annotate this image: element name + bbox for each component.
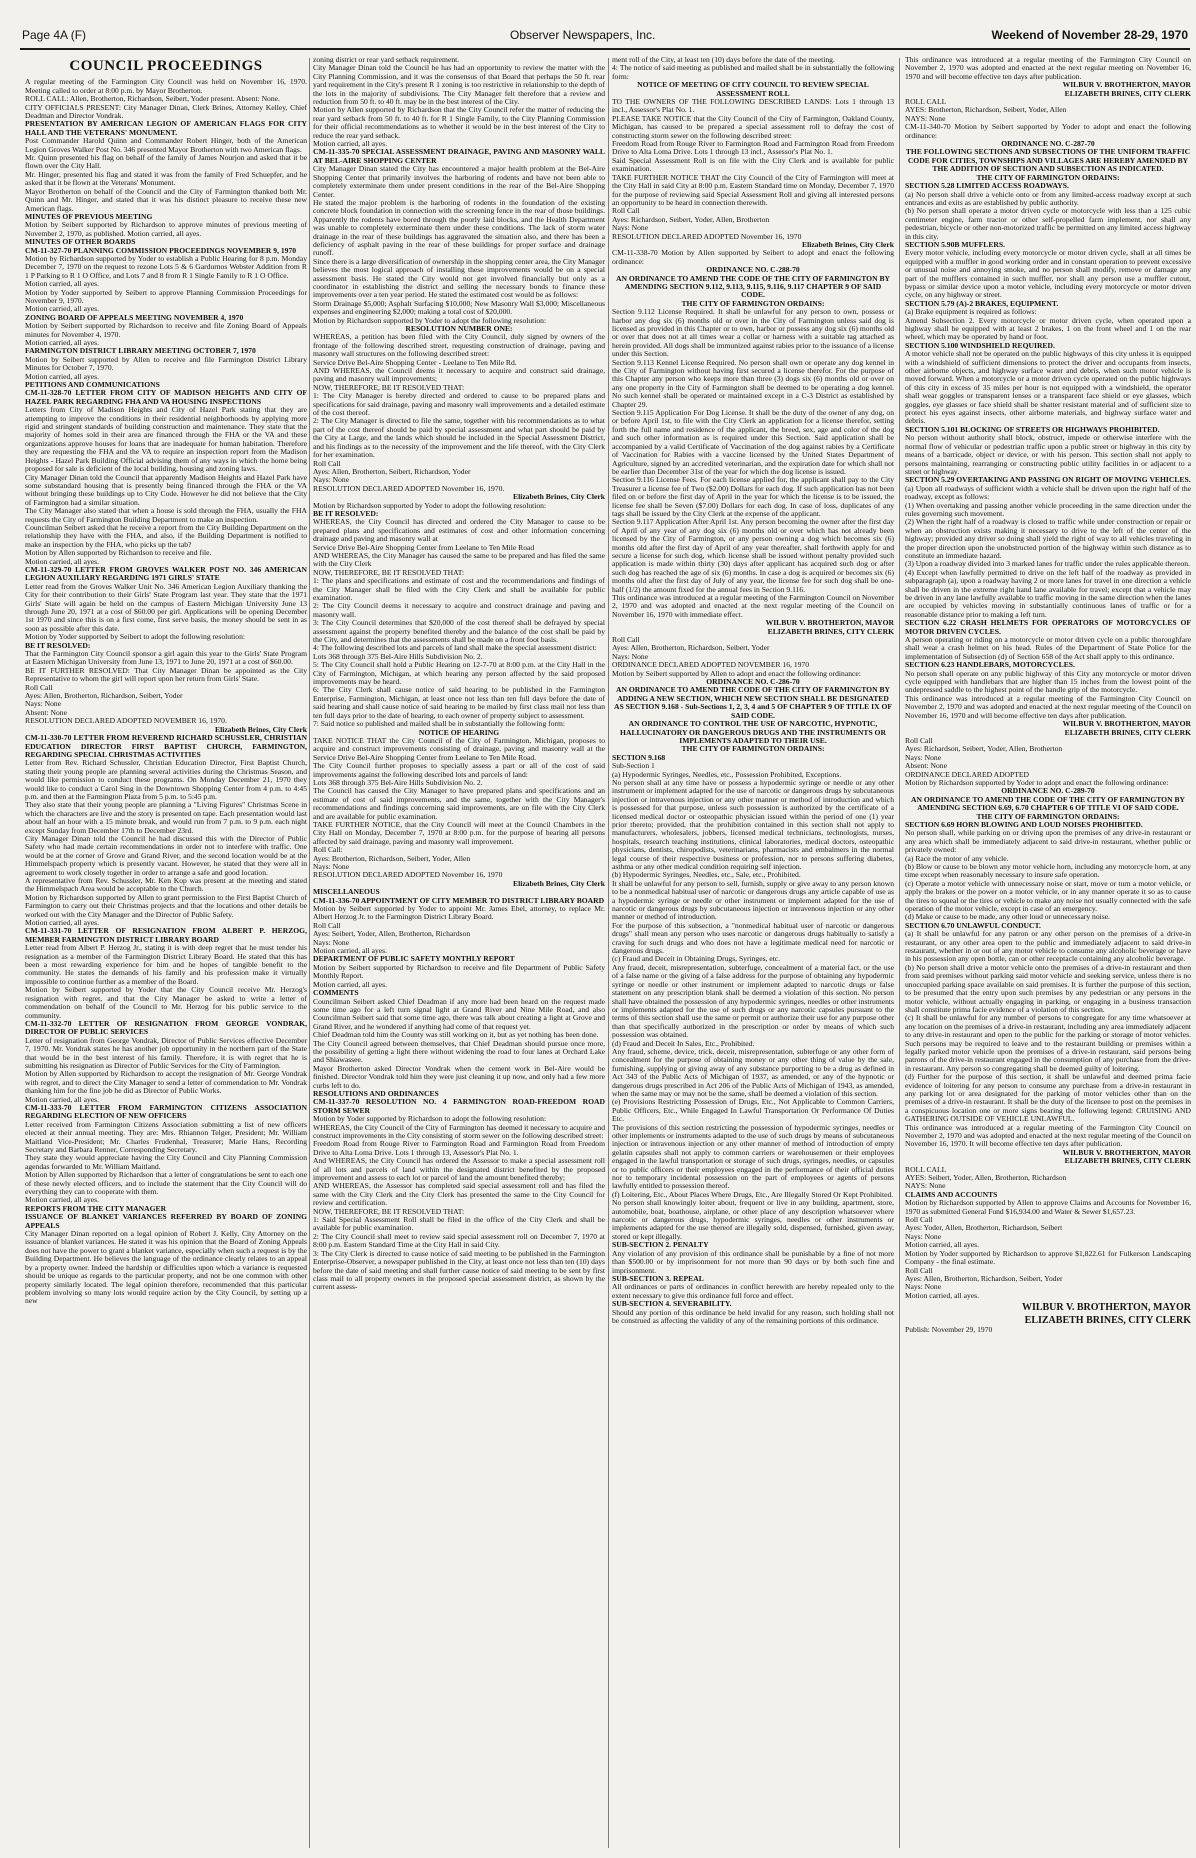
paragraph: Freedom Road from Rouge River to Farmington Road and Farmington Road from Freedom Drive to Alta Loma Drive. Lots 1 through 13 incl., Assessor's Plat No. 1. bbox=[612, 139, 894, 157]
paragraph: No person shall knowingly loiter about, frequent or live in any building, apartment, store, automobile, boat, boathouse, airplane, or other place of any description whatsoever where narcotic or dangerous drugs, hypodermic syringes, needles or other instruments or implements adapted for the use thereof are illegally sold, dispensed, furnished, given away, stored or kept illegally. bbox=[612, 1198, 894, 1241]
subheading: SECTION 6.22 CRASH HELMETS FOR OPERATORS OF MOTORCYCLES OF MOTOR DRIVEN CYCLES. bbox=[905, 618, 1191, 636]
centered-heading: THE CITY OF FARMINGTON ORDAINS: bbox=[976, 172, 1120, 182]
paragraph: 4: The following described lots and parcels of land shall make the special assessment district: bbox=[313, 643, 597, 653]
paragraph: Section 9.117 Application After April 1st. Any person becoming the owner after the first day of April of any year of any dog six (6) months old or over which has not already been licensed by the City of Farmington, or any person owning a dog which becomes six (6) months old after the first day of April of any year thereafter, shall forthwith apply for and secure a license for such dog, which license shall be issued without penalty provided such application is made within thirty (30) days after applicant has acquired such dog or after such dog has reached the age of six (6) months. In case a dog is acquired or becomes six (6) months old after the first day of July of any year, the license fee for such dog shall be one-half (1/2) the amount fixed for the annual fees in Section 9.116. bbox=[612, 517, 894, 594]
paragraph: Roll Call bbox=[905, 1215, 933, 1225]
section-title: COUNCIL PROCEEDINGS bbox=[69, 58, 263, 74]
paragraph: Roll Call bbox=[25, 682, 53, 692]
subheading: SECTION 5.100 WINDSHIELD REQUIRED. bbox=[905, 340, 1055, 350]
subheading: SECTION 5.90B MUFFLERS. bbox=[905, 239, 1005, 249]
paragraph: (c) It shall be unlawful for any number of persons to congregate for any time whatsoever at any location on the premises of a drive-in restaurant, including any area immediately adjacent to any drive-in restaurant and open to the public for the parking or storage of motor vehicles. Such persons may be required to leave and to the restaurant building or premises within a legally parked motor vehicle upon the premises of a drive-in restaurant, said persons being patrons of the drive-in restaurant engaged in the consumption of any purchase from the drive-in restaurant. Any person so congregating shall be deemed guilty of loitering. bbox=[905, 1013, 1191, 1073]
signature-line: Elizabeth Brines, City Clerk bbox=[513, 492, 605, 502]
subheading: SUB-SECTION 2. PENALTY bbox=[612, 1240, 709, 1250]
paragraph: Motion carried, all ayes. bbox=[25, 279, 100, 289]
paragraph: Letter read from Albert P. Herzog Jr., stating it is with deep regret that he must tender his resignation as a member of the Farmington District Library Board. He stated that this has been a most rewarding experience for him and he hopes of tangible benefit to the community. He states the demands of his family and his profession make it virtually impossible to continue further as a member of the Board. bbox=[25, 943, 307, 986]
paragraph: 7: Said notice so published and mailed shall be in substantially the following form: bbox=[313, 719, 566, 729]
paragraph: Freedom Road from Rouge River to Farmington Road and Farmington Road from Freedom Drive to Alta Loma Drive. Lots 1 through 13, Assessor's Plat No. 1. bbox=[313, 1139, 605, 1157]
paragraph: (b) No person shall operate a motor driven cycle or motorcycle with less than a 125 cubic centimeter engine, farm tractor or other self-propelled farm implement, nor shall any pedestrian, bicycle or other non-motorized traffic be permitted on any limited access highway in this city. bbox=[905, 206, 1191, 241]
paragraph: The City Council agreed between themselves, that Chief Deadman should pursue once more, the possibility of getting a light there without widening the road to four lanes at Orchard Lake and Shiawassee. bbox=[313, 1038, 605, 1065]
paragraph: (b) Hypodermic Syringes, Needles, etc., Sale, etc., Prohibited. bbox=[612, 870, 801, 880]
centered-heading: ORDINANCE NO. C-289-70 bbox=[1001, 786, 1095, 796]
subheading: REPORTS FROM THE CITY MANAGER bbox=[25, 1203, 167, 1213]
column-2-body bbox=[313, 56, 605, 1292]
paragraph: AYES: Seibert, Yoder, Allen, Brotherton, Richardson bbox=[905, 1173, 1067, 1183]
subheading: COMMENTS bbox=[313, 988, 359, 998]
paragraph: Motion by Allen supported by Richardson to receive and file. bbox=[25, 548, 212, 558]
centered-heading: THE CITY OF FARMINGTON ORDAINS: bbox=[681, 298, 825, 308]
paragraph: Ayes: Brotherton, Richardson, Seibert, Yoder, Allen bbox=[313, 853, 471, 863]
paragraph: ROLL CALL: Allen, Brotherton, Richardson, Seibert, Yoder present. Absent: None. bbox=[25, 94, 280, 104]
subheading: FARMINGTON DISTRICT LIBRARY MEETING OCTOBER 7, 1970 bbox=[25, 346, 256, 356]
paragraph: Motion carried, all ayes. bbox=[25, 556, 100, 566]
paragraph: Nays: None bbox=[612, 223, 649, 233]
paragraph: 5: The City Council shall hold a Public Hearing on 12-7-70 at 8:00 p.m. at the City Hall in the City of Farmington, Michigan, at which hearing any person affected by the said proposed improvements may be heard. bbox=[313, 660, 605, 687]
centered-heading: RESOLUTION NUMBER ONE: bbox=[405, 324, 513, 333]
signature-block: ELIZABETH BRINES, CITY CLERK bbox=[1024, 1315, 1191, 1327]
paragraph: Motion by Yoder supported by Richardson to approve $1,822.61 for Fulkerson Landscaping Company - the final estimate. bbox=[905, 1248, 1191, 1267]
paragraph: Ayes: Richardson, Seibert, Yoder, Allen, Brotherton bbox=[905, 744, 1063, 754]
paragraph: Motion carried, all ayes. bbox=[313, 979, 388, 989]
paragraph: ORDINANCE DECLARED ADOPTED bbox=[905, 769, 1030, 779]
paragraph: (d) Make or cause to be made, any other loud or unnecessary noise. bbox=[905, 912, 1110, 922]
paragraph: Motion by Richardson supported by Yoder to adopt the following resolution: bbox=[313, 500, 547, 510]
paragraph: City Manager Dinan told the Council he has had an opportunity to review the matter with the City Planning Commission, and it was the consensus of that Board that perhaps the 50 ft. rear yard requirement in the City's present R 1 zoning is too restrictive in relationship to the depth of the lots in the majority of subdivisions. The City Manager felt therefore that a review and reduction from 50 ft. to 40 ft. may be in the best interest of the City. bbox=[313, 63, 605, 107]
subheading: PETITIONS AND COMMUNICATIONS bbox=[25, 380, 160, 390]
paragraph: Publish: November 29, 1970 bbox=[905, 1325, 993, 1335]
subheading: SECTION 6.23 HANDLEBARS, MOTORCYCLES. bbox=[905, 660, 1075, 670]
paragraph: Letter received from Farmington Citizens Association submitting a list of new officers elected at their annual meeting. They are: Mrs. Rhiannon Telger, President; Mr. William Maitland Vice-President; Mr. Charles Frudenhal, Treasurer; Marie Hans, Recording Secretary and Barbara Renner, Corresponding Secretary. bbox=[25, 1119, 307, 1154]
paragraph: Roll Call bbox=[313, 458, 341, 468]
paragraph: Nays: None bbox=[313, 862, 350, 871]
paragraph: Roll Call bbox=[612, 206, 640, 216]
paragraph: Motion carried, all ayes. bbox=[25, 1094, 100, 1104]
paragraph: Roll Call bbox=[905, 1265, 933, 1275]
paragraph: Motion by Seibert supported by Allen to receive and file Farmington District Library Minutes for October 7, 1970. bbox=[25, 354, 307, 373]
paragraph: Motion by Seibert supported by Allen to adopt and enact the following ordinance: bbox=[612, 668, 861, 678]
paragraph: (d) Further for the purpose of this section, it shall be unlawful and deemed prima facie evidence of loitering for any person to consume any purchase from a drive-in restaurant in any parking lot or area designated for the parking of motor vehicles other than on the premises of a drive-in restaurant. It shall be the duty of the licensee to post on the premises in a conspicuous location one or more signs bearing the following legend: CRUISING AND GATHERING OUTSIDE OF VEHICLE UNLAWFUL. bbox=[905, 1072, 1191, 1124]
signature-line: Elizabeth Brines, City Clerk bbox=[513, 878, 605, 888]
paragraph: Motion by Allen supported by Richardson that the City Council refer the matter of reducing the rear yard setback from 50 ft. to 40 ft. for R 1 Single Family, to the City Planning Commission for their official recommendations as to whether it would be in the best interest of the City to reduce the rear yard setback. bbox=[313, 105, 605, 140]
issue-date: Weekend of November 28-29, 1970 bbox=[991, 28, 1188, 42]
subheading: CLAIMS AND ACCOUNTS bbox=[905, 1189, 998, 1199]
paragraph: Motion by Richardson supported by Yoder to adopt the following resolution: bbox=[313, 315, 547, 325]
signature-line: WILBUR V. BROTHERTON, MAYOR bbox=[1062, 1147, 1191, 1157]
centered-heading: NOTICE OF HEARING bbox=[418, 727, 500, 737]
paragraph: Motion by Richardson supported by Yoder to establish a Public Hearing for 8 p.m. Monday December 7, 1970 on the request to rezone Lots 5 & 6 Gardurnos Webster Addition from R 1 P Parking to R 1 O Office, and Lots 7 and 8 from R 1 Single Family to R 1 O Office. bbox=[25, 253, 307, 280]
paragraph: Any violation of any provision of this ordinance shall be punishable by a fine of not more than $500.00 or by imprisonment for not more than 90 days or by both such fine and imprisonment. bbox=[612, 1248, 894, 1275]
paragraph: City Manager Dinan told the Council that apparently Madison Heights and Hazel Park have some substandard housing that is presently being financed through the FHA or the VA without bringing these buildings up to City Code. However he did not believe that the City of Farmington had a similar situation. bbox=[25, 472, 307, 507]
paragraph: WHEREAS, the City Council of the City of Farmington has deemed it necessary to acquire and construct improvements in the City consisting of storm sewer on the following described street: bbox=[313, 1122, 605, 1140]
paragraph: Motion by Seibert supported by Richardson to receive and file Zoning Board of Appeals minutes for November 4, 1970. bbox=[25, 321, 307, 339]
paragraph: Motion by Yoder supported by Richardson to adopt the following resolution: bbox=[313, 1114, 547, 1124]
centered-heading: ORDINANCE NO. C-288-70 bbox=[706, 265, 800, 275]
subheading: SECTION 5.79 (A)-2 BRAKES, EQUIPMENT. bbox=[905, 298, 1059, 308]
paragraph: Motion by Seibert supported by Richardson to receive and file Department of Public Safety Monthly Report. bbox=[313, 962, 605, 981]
paragraph: This ordinance was introduced at a regular meeting of the Farmington City Council on November 2, 1970 and was adopted and enacted at the next regular meeting of the Council on November 16, 1970. It will become effective ten days after publication. bbox=[905, 1122, 1191, 1149]
signature-block: WILBUR V. BROTHERTON, MAYOR bbox=[1021, 1302, 1191, 1314]
paragraph: Letters from City of Madison Heights and City of Hazel Park stating that they are attempting to improve the conditions in their residential neighborhoods by applying more rigid and stringent standards of building construction and maintenance. They state that the majority of homes sold in their area are financed through the FHA or the VA and these organizations approve houses for loans that are inadequate for human habitation. Therefore they are requesting the FHA and the VA to require an inspection report from the Madison Heights - Hazel Park Building Official advising them of any ways in which the home being proposed for sale is deficient of the local building, housing and zoning laws. bbox=[25, 405, 307, 474]
paragraph: TAKE FURTHER NOTICE THAT the City Council of the City of Farmington will meet at the City Hall in said City at 8:00 p.m. Eastern Standard time on Monday, December 7, 1970 for the purpose of reviewing said Special Assessment Roll and giving all interested persons an opportunity to be heard in connection therewith. bbox=[612, 172, 894, 207]
centered-heading: AN ORDINANCE TO AMEND THE CODE OF THE CITY OF FARMINGTON BY AMENDING SECTION 6.69, 6.70 CHAPTER 6 OF TITLE VI OF SAID CODE. bbox=[910, 794, 1186, 813]
paragraph: Post Commander Harold Quinn and Commander Robert Hinger, both of the American Legion Groves Walker Post No. 346 presented Mayor Brotherton with two American flags. bbox=[25, 136, 307, 154]
paragraph: Roll Call bbox=[905, 735, 933, 745]
column-3-body bbox=[612, 56, 894, 1325]
subheading: MINUTES OF OTHER BOARDS bbox=[25, 237, 136, 247]
paragraph: NOW, THEREFORE, BE IT RESOLVED THAT: bbox=[313, 1206, 465, 1216]
paragraph: Lots 368 through 375 Bel-Aire Hills Subdivision No. 2. bbox=[313, 777, 483, 787]
paragraph: (b) Blow or cause to be blown any motor vehicle horn, including any motorcycle horn, at any time except when reasonably necessary to insure safe operation. bbox=[905, 862, 1191, 880]
paragraph: ROLL CALL bbox=[905, 1164, 947, 1174]
paragraph: AND WHEREAS, the Assessor has completed said special assessment roll and has filed the same with the City Clerk and the City Clerk has presented the same to the City Council for review and certification. bbox=[313, 1181, 605, 1208]
centered-heading: AN ORDINANCE TO CONTROL THE USE OF NARCOTIC, HYPNOTIC, HALLUCINATORY OR DANGEROUS DRUGS AND THE INSTRUMENTS OR IMPLEMENTS ADAPTED TO THEIR USE. bbox=[620, 719, 886, 745]
paragraph: Motion by Allen supported by Richardson that a letter of congratulations be sent to each one of these newly elected officers, and to include the statement that the City Council will do everything they can to cooperate with them. bbox=[25, 1170, 307, 1197]
paragraph: Motion carried, all ayes. bbox=[313, 139, 388, 149]
paragraph: Sub-Section 1 bbox=[612, 761, 655, 771]
subheading: CM-11-330-70 LETTER FROM REVEREND RICHARD SCHUSSLER, CHRISTIAN EDUCATION DIRECTOR FIRST BAPTIST CHURCH, FARMINGTON, REGARDING SPECIAL CHRISTMAS ACTIVITIES bbox=[25, 733, 307, 759]
subheading: PRESENTATION BY AMERICAN LEGION OF AMERICAN FLAGS FOR CITY HALL AND THE VETERANS' MONUMENT. bbox=[25, 119, 307, 137]
paragraph: zoning district or rear yard setback requirement. bbox=[313, 56, 460, 64]
paragraph: ment roll of the City, at least ten (10) days before the date of the meeting. bbox=[612, 56, 835, 64]
paragraph: Ayes: Allen, Brotherton, Seibert, Richardson, Yoder bbox=[313, 466, 471, 476]
subheading: SECTION 9.168 bbox=[612, 752, 666, 762]
paragraph: Nays: None bbox=[905, 1231, 942, 1241]
paragraph: Motion carried, all ayes. bbox=[25, 371, 100, 381]
signature-line: Elizabeth Brines, City Clerk bbox=[215, 724, 307, 734]
paragraph: City Manager Dinan told the Council he had discussed this with the Director of Public Safety who had made certain recommendations in order not to interfere with traffic. One would be at the corner of Grove and Grand River, and the second location would be at the Himmelspach property which is presently vacant. However, he stated that they were all in agreement to work closely together in order to arrange a safe and good location. bbox=[25, 833, 307, 877]
paragraph: Motion by Richardson supported by Yoder to adopt and enact the following ordinance: bbox=[905, 777, 1169, 787]
publisher-name: Observer Newspapers, Inc. bbox=[510, 28, 656, 42]
paragraph: They also state that their young people are planning a "Living Figures" Christmas Scene in which the characters are live and the story is presented on tape. Each presentation would last about half an hour with a 15 minute break, and would run from 7 p.m. to 9 p.m. each night except Sunday from December 17th to December 23rd. bbox=[25, 800, 307, 835]
paragraph: (4) Except when lawfully permitted to drive on the left half of the roadway as provided in subparagraph (a), upon a roadway having 2 or more lanes for travel in one direction a vehicle shall be driven in the extreme right hand lane available for travel; except that a vehicle may be driven in any lane lawfully available to traffic moving in the same direction when the lanes are occupied by vehicles moving in substantially continuous lanes of traffic or for a reasonable distance prior to making a left turn. bbox=[905, 567, 1191, 619]
paragraph: RESOLUTION DECLARED ADOPTED NOVEMBER 16, 1970. bbox=[25, 716, 227, 726]
signature-line: ELIZABETH BRINES, CITY CLERK bbox=[1064, 727, 1191, 737]
signature-line: WILBUR V. BROTHERTON, MAYOR bbox=[1062, 80, 1191, 90]
paragraph: Should any portion of this ordinance be held invalid for any reason, such holding shall not be construed as affecting the validity of any of the remaining portions of this ordinance. bbox=[612, 1307, 894, 1325]
paragraph: 4: The notice of said meeting as published and mailed shall be in substantially the following form: bbox=[612, 63, 894, 81]
paragraph: All ordinances or parts of ordinances in conflict herewith are hereby repealed only to the extent necessary to give this ordinance full force and effect. bbox=[612, 1282, 894, 1300]
paragraph: Motion by Yoder supported by Seibert to approve Planning Commission Proceedings for November 9, 1970. bbox=[25, 287, 307, 305]
paragraph: Roll Call bbox=[313, 920, 341, 930]
paragraph: Motion carried, all ayes. bbox=[313, 946, 388, 956]
paragraph: The City Council further proposes to specially assess a part or all of the cost of said improvements against the following described lots and parcels of land: bbox=[313, 761, 605, 779]
subheading: CM-11-332-70 LETTER OF RESIGNATION FROM GEORGE VONDRAK, DIRECTOR OF PUBLIC SERVICES bbox=[25, 1018, 307, 1037]
paragraph: NAYS: None bbox=[905, 113, 946, 123]
paragraph: No person shall, while parking on or driving upon the premises of any drive-in restaurant or any area which shall be immediately adjacent to said drive-in restaurant, whether public or privately owned: bbox=[905, 828, 1191, 855]
centered-heading: NOTICE OF MEETING OF CITY COUNCIL TO REVIEW SPECIAL ASSESSMENT ROLL bbox=[637, 80, 869, 98]
paragraph: (d) Fraud and Deceit In Sales, Etc., Prohibited. bbox=[612, 1038, 755, 1048]
column-1 bbox=[25, 56, 307, 1852]
column-divider bbox=[899, 58, 900, 1848]
paragraph: (1) When overtaking and passing another vehicle proceeding in the same direction under the rules governing such movement. bbox=[905, 500, 1191, 518]
column-1-body bbox=[25, 78, 307, 1305]
paragraph: CM-11-338-70 Motion by Allen supported by Seibert to adopt and enact the following ordinance: bbox=[612, 248, 894, 266]
paragraph: No person without authority shall block, obstruct, impede or otherwise interfere with the normal flow of vehicular or pedestrian traffic upon a public street or highway in this city by means of a barricade, object or device, or with his person. This section shall not apply to persons maintaining, rearranging or constructing public utility facilities in or adjacent to a street or highway. bbox=[905, 433, 1191, 476]
paragraph: Storm Drainage $5,000; Asphalt Surfacing $10,000; New Masonry Wall $3,000; Miscellaneous expenses and engineering $2,000; making a total cost of $20,000. bbox=[313, 298, 605, 317]
paragraph: Every motor vehicle, including every motorcycle or motor driven cycle, shall at all times be equipped with a muffler in good working order and in constant operation to prevent excessive or unusual noise and annoying smoke, and no person shall modify, remove or damage any part of the mufflers contained in such muffler, nor shall any person use a muffler cutout, bypass or similar device upon a motor vehicle, including every motorcycle or motor driven cycle, on any highway or street. bbox=[905, 248, 1191, 300]
paragraph: WHEREAS, the City Council has directed and ordered the City Manager to cause to be prepared plans and specifications and estimates of cost and other information concerning drainage and paving and masonry wall at bbox=[313, 517, 605, 544]
subheading: CM-11-333-70 LETTER FROM FARMINGTON CITIZENS ASSOCIATION REGARDING ELECTION OF NEW OFFICERS bbox=[25, 1102, 307, 1121]
paragraph: Nays: None bbox=[612, 651, 649, 661]
paragraph: Said Special Assessment Roll is on file with the City Clerk and is available for public examination. bbox=[612, 155, 894, 174]
subheading: MINUTES OF PREVIOUS MEETING bbox=[25, 211, 153, 221]
paragraph: TO THE OWNERS OF THE FOLLOWING DESCRIBED LANDS: Lots 1 through 13 incl., Assessor's Plat No. 1. bbox=[612, 97, 894, 115]
paragraph: (2) When the right half of a roadway is closed to traffic while under construction or repair or when an obstruction exists making it necessary to drive to the left of the center of the highway; provided any driver so doing shall yield the right of way to all vehicles traveling in the proper direction upon the unobstructed portion of the highway within such distance as to constitute an immediate hazard. bbox=[905, 517, 1191, 560]
paragraph: Motion by Seibert supported by Richardson to approve minutes of previous meeting of November 2, 1970, as published. Motion carried, all ayes. bbox=[25, 220, 307, 238]
paragraph: AND WHEREAS, the City Manager has caused the same to be prepared and has filed the same with the City Clerk bbox=[313, 550, 605, 569]
signature-line: WILBUR V. BROTHERTON, MAYOR bbox=[765, 618, 894, 628]
paragraph: PLEASE TAKE NOTICE that the City Council of the City of Farmington, Oakland County, Michigan, has caused to be prepared a special assessment roll to defray the cost of constructing storm sewer on the following described street: bbox=[612, 113, 894, 140]
paragraph: City Manager Dinan reported on a legal opinion of Robert J. Kelly, City Attorney on the issuance of blanket variances. He stated it was his opinion that the Board of Zoning Appeals does not have the power to grant a blanket variance, especially when such a request is by the Building Department. He believes the language of the ordinance clearly relates to an appeal by a property owner. Indeed the hardship or difficulties upon which a variance is requested should be unique as regards to the particular property, and not be one common with other property similarly located. The legal opinion therefore, recommended that this particular problem involving so many lots would require action by the City Council, by setting up a new bbox=[25, 1229, 307, 1306]
paragraph: And WHEREAS, the City Council has ordered the Assessor to make a special assessment roll of all lots and parcels of land within the designated district benefited by the proposed improvement and assess to each lot or parcel of land the amount benefited thereby; bbox=[313, 1156, 605, 1183]
paragraph: Motion by Yoder supported by Seibert to adopt the following resolution: bbox=[25, 632, 245, 642]
subheading: CM-11-337-70 RESOLUTION NO. 4 FARMINGTON ROAD-FREEDOM ROAD STORM SEWER bbox=[313, 1097, 605, 1115]
paragraph: 2: The City Manager is directed to file the same, together with his recommendations as to what part of the cost thereof should be paid by special assessment and what part should be paid by the City at Large, and the lands which should be included in the Special Assessment District, and his findings as to the necessity of the improvement and the life thereof, with the City Clerk for her examination. bbox=[313, 416, 605, 460]
column-4 bbox=[905, 56, 1191, 1852]
centered-heading: THE FOLLOWING SECTIONS AND SUBSECTIONS OF THE UNIFORM TRAFFIC CODE FOR CITIES, TOWNSHIPS AND VILLAGES ARE HEREBY AMENDED BY THE ADDITION OF SECTION AND SUBSECTION AS INDICATED. bbox=[905, 147, 1191, 174]
paragraph: AND WHEREAS, the Council deems it necessary to acquire and construct said drainage, paving and masonry wall improvements; bbox=[313, 366, 605, 384]
paragraph: AYES: Brotherton, Richardson, Seibert, Yoder, Allen bbox=[905, 105, 1067, 115]
subheading: SUB-SECTION 3. REPEAL bbox=[612, 1273, 704, 1283]
paragraph: Ayes: Yoder, Allen, Brotherton, Richardson, Seibert bbox=[905, 1223, 1063, 1233]
paragraph: The Council has caused the City Manager to have prepared plans and specifications and an estimate of cost of said improvements, and the same, together with the City Manager's recommendations and findings concerning said improvements, are on file with the City Clerk and are available for public examination. bbox=[313, 786, 605, 821]
paragraph: Any fraud, deceit, misrepresentation, subterfuge, concealment of a material fact, or the use of a false name or the giving of a false address for the purpose of obtaining any hypodermic syringe or needle or other instrument or implement adapted to narcotic drugs or false statement on any prescription blank shall be deemed a violation of this section. No person shall have obtained the possession of any hypodermic syringes, needles or other instruments or implements adapted for the use of such drugs or any narcotic capsules pursuant to the terms of this section shall use the same or permit or authorize their use for any purpose other than that specifically authorized in the prescription or order by means of which such possession was obtained. bbox=[612, 962, 894, 1040]
paragraph: Nays: None bbox=[905, 752, 942, 762]
subheading: BE IT RESOLVED: bbox=[25, 640, 91, 650]
subheading: SUB-SECTION 4. SEVERABILITY. bbox=[612, 1299, 732, 1309]
subheading: ISSUANCE OF BLANKET VARIANCES REFERRED BY BOARD OF ZONING APPEALS bbox=[25, 1212, 307, 1230]
subheading: BE IT RESOLVED: bbox=[313, 508, 379, 518]
paragraph: Motion carried, all ayes. bbox=[905, 1290, 980, 1300]
paragraph: 1: The City Manager is hereby directed and ordered to cause to be prepared plans and specifications for said drainage, paving and masonry wall improvements and a detailed estimate of the cost thereof. bbox=[313, 391, 605, 418]
subheading: CM-11-329-70 LETTER FROM GROVES WALKER POST NO. 346 AMERICAN LEGION AUXILIARY REGARDING 1971 GIRLS' STATE bbox=[25, 564, 307, 583]
centered-heading: AN ORDINANCE TO AMEND THE CODE OF THE CITY OF FARMINGTON BY AMENDING SECTION 9.112, 9.113, 9.115, 9.116, 9.117 CHAPTER 9 OF SAID CODE. bbox=[615, 273, 891, 300]
paragraph: (a) Race the motor of any vehicle. bbox=[905, 853, 1009, 863]
paragraph: Nays: None bbox=[313, 937, 350, 947]
centered-heading: ORDINANCE NO. C-286-70 bbox=[706, 677, 800, 687]
paragraph: Councilman Seibert asked that he receive a report from the City Building Department on the relationship they have with the FHA, and also, if the Building Department is notified to make an inspection by the FHA, who picks up the tab? bbox=[25, 522, 307, 549]
paragraph: WHEREAS, a petition has been filed with the City Council, duly signed by owners of the frontage of the following described street, requesting construction of drainage, paving and masonry wall structures on the following described street: bbox=[313, 332, 605, 359]
paragraph: Roll Call bbox=[612, 635, 640, 645]
paragraph: A person operating or riding on a motorcycle or motor driven cycle on a public thoroughfare shall wear a crash helmet on his head. Rules of the Department of State Police for the implementation of Subsection (d) of Section 658 of the Act shall apply to this ordinance. bbox=[905, 635, 1191, 661]
signature-line: ELIZABETH BRINES, CITY CLERK bbox=[1064, 88, 1191, 98]
subheading: SECTION 6.70 UNLAWFUL CONDUCT. bbox=[905, 920, 1041, 930]
paragraph: 3: The City Clerk is directed to cause notice of said meeting to be published in the Farmington Enterprise-Observer, a newspaper published in the City, at least once not less than ten (10) days before the date of said meeting and shall further cause notice of said meeting to be sent by first class mail to all property owners in the proposed special assessment district, as shown by the current assess- bbox=[313, 1248, 605, 1292]
subheading: CM-11-335-70 SPECIAL ASSESSMENT DRAINAGE, PAVING AND MASONRY WALL AT BEL-AIRE SHOPPING CENTER bbox=[313, 147, 605, 165]
paragraph: Motion by Seibert supported by Yoder that the City Council receive Mr. Herzog's resignation with regret, and that the City Manager be asked to write a letter of commendation on behalf of the Council to Mr. Herzog for his public service to the community. bbox=[25, 985, 307, 1020]
paragraph: He stated the major problem is the harboring of rodents in the foundation of the existing concrete block foundation in connection with the screening fence in the rear of those buildings. Apparently the rodents have bored through the poorly laid blocks, and the Health Department was unable to completely exterminate them under these conditions. The lack of storm water drainage in the rear of these buildings has aggravated the situation also, and there has been a deficiency of asphalt paving in the rear of these buildings for proper surface and drainage runoff. bbox=[313, 197, 605, 258]
column-2 bbox=[313, 56, 605, 1852]
subheading: MISCELLANEOUS bbox=[313, 887, 380, 897]
paragraph: (c) Operate a motor vehicle with unnecessary noise or start, move or turn a motor vehicle, or apply the brakes or the power on a motor vehicle, or in any manner operate it so as to cause the tires to squeal or the tires or vehicle to make any noise not usually connected with the safe operation of the motor vehicle, except in case of an emergency. bbox=[905, 878, 1191, 914]
paragraph: Roll Call: bbox=[313, 845, 343, 855]
signature-line: ELIZABETH BRINES, CITY CLERK bbox=[1064, 1156, 1191, 1166]
paragraph: NOW, THEREFORE, BE IT RESOLVED THAT: bbox=[313, 567, 465, 577]
paragraph: A representative from Rev. Schussler, Mr. Ken Kop was present at the meeting and stated the Himmelspach Area would be acceptable to the Church. bbox=[25, 876, 307, 894]
paragraph: 6: The City Clerk shall cause notice of said hearing to be published in the Farmington Enterprise, Farmington, Michigan, at least once not less than ten full days before the date of said hearing and shall cause notice of said hearing to be mailed by first class mail not less than ten full days prior to the date of hearing, to each owner of property subject to assessment. bbox=[313, 685, 605, 720]
subheading: SECTION 5.28 LIMITED ACCESS ROADWAYS. bbox=[905, 181, 1069, 191]
subheading: CM-11-327-70 PLANNING COMMISSION PROCEEDINGS NOVEMBER 9, 1970 bbox=[25, 245, 297, 255]
paragraph: (f) Loitering, Etc., About Places Where Drugs, Etc., Are Illegally Stored Or Kept Prohibited. bbox=[612, 1189, 894, 1199]
paragraph: Mr. Hinger, presented his flag and stated it was from the family of Fred Schuepfer, and he asked that it be flown at the Veterans' Monument. bbox=[25, 169, 307, 188]
subheading: SECTION 6.69 HORN BLOWING AND LOUD NOISES PROHIBITED. bbox=[905, 819, 1143, 829]
paragraph: 1: Said Special Assessment Roll shall be filed in the office of the City Clerk and shall be available for public examination. bbox=[313, 1215, 605, 1233]
paragraph: No person shall operate on any public highway of this City any motorcycle or motor driven cycle equipped with handlebars that are higher than 15 inches from the lowest point of the undepressed saddle to the highest point of the handle grip of the motorcycle. bbox=[905, 668, 1191, 695]
subheading: DEPARTMENT OF PUBLIC SAFETY MONTHLY REPORT bbox=[313, 954, 515, 964]
paragraph: (a) Upon all roadways of sufficient width a vehicle shall be driven upon the right half of the roadway, except as follows: bbox=[905, 483, 1191, 502]
paragraph: ROLL CALL bbox=[905, 97, 947, 107]
paragraph: Ayes: Allen, Brotherton, Richardson, Seibert, Yoder bbox=[612, 643, 770, 653]
centered-heading: AN ORDINANCE TO AMEND THE CODE OF THE CITY OF FARMINGTON BY ADDING A NEW SECTION, WHICH NEW SECTION SHALL BE DESIGNATED AS SECTION 9.168 - Sub-Sections 1, 2, 3, 4 and 5 OF CHAPTER 9 OF TITLE IX OF SAID CODE. bbox=[614, 685, 892, 720]
subheading: CM-11-331-70 LETTER OF RESIGNATION FROM ALBERT P. HERZOG, MEMBER FARMINGTON DISTRICT LIBRARY BOARD bbox=[25, 926, 307, 944]
paragraph: Absent: None bbox=[905, 761, 947, 771]
paragraph: RESOLUTION DECLARED ADOPTED November 16, 1970. bbox=[313, 483, 505, 493]
paragraph: 1: The plans and specifications and estimate of cost and the recommendations and findings of the City Manager shall be filed with the City Clerk and shall be available for public examination. bbox=[313, 576, 605, 602]
paragraph: Mayor Brotherton asked Director Vondrak when the cement work in Bel-Aire would be finished. Director Vondrak told him they were just cleaning it up now, and only had a few more curbs left to do. bbox=[313, 1063, 605, 1090]
paragraph: Service Drive Bel-Aire Shopping Center from Leelane to Ten Mile Road bbox=[313, 542, 535, 552]
paragraph: Motion carried, all ayes. bbox=[25, 918, 100, 928]
centered-heading: THE CITY OF FARMINGTON ORDAINS: bbox=[681, 744, 825, 754]
paragraph: (c) Fraud and Deceit in Obtaining Drugs, Syringes, etc. bbox=[612, 954, 781, 964]
signature-line: WILBUR V. BROTHERTON, MAYOR bbox=[1062, 719, 1191, 729]
paragraph: Section 9.113 Kennel License Required. No person shall own or operate any dog kennel in the City of Farmington without having first secured a license therefor. For the purpose of this Chapter any person who keeps more than three (3) dogs six (6) months old or over on any one property in the City of Farmington shall be deemed to be operating a dog kennel. No such kennel shall be operated or maintained except in a C-3 District as established by Chapter 29. bbox=[612, 357, 894, 409]
paragraph: RESOLUTION DECLARED ADOPTED November 16, 1970 bbox=[612, 231, 802, 241]
paragraph: (a) It shall be unlawful for any patron or any other person on the premises of a drive-in restaurant, or any other area open to the public and immediately adjacent to said drive-in restaurant, whether in or out of any motor vehicle to consume any alcoholic beverage or have in his possession any open bottle, can or other receptacle containing any alcoholic beverage. bbox=[905, 929, 1191, 964]
subheading: RESOLUTIONS AND ORDINANCES bbox=[313, 1088, 439, 1098]
paragraph: Amend Subsection 2. Every motorcycle or motor driven cycle, when operated upon a highway shall be equipped with at least 2 brakes, 1 on the front wheel and 1 on the rear wheel, which may be operated by hand or foot. bbox=[905, 315, 1191, 342]
centered-heading: THE CITY OF FARMINGTON ORDAINS: bbox=[976, 811, 1120, 821]
paragraph: BE IT FURTHER RESOLVED: That City Manager Dinan be appointed as the City Representative to whom the girl will report upon her return from Girls' State. bbox=[25, 665, 307, 684]
paragraph: Nays: None bbox=[313, 475, 350, 485]
column-3 bbox=[612, 56, 894, 1852]
paragraph: NAYS: None bbox=[905, 1181, 946, 1191]
paragraph: Since there is a large diversification of ownership in the shopping center area, the City Manager believes the most logical approach of installing these improvements would be on a special assessment basis. He stated the City would not get involved financially but only as a coordinator in establishing the district and selling the necessary bonds to finance these improvements over a ten year period. He stated the estimated cost would be as follows: bbox=[313, 256, 605, 300]
paragraph: For the purpose of this subsection, a "nonmedical habitual user of narcotic or dangerous drugs" shall mean any person who uses narcotic or dangerous drugs habitually to satisfy a craving for such drugs and who does not have a legitimate medical need for narcotic or dangerous drugs. bbox=[612, 920, 894, 956]
paragraph: They state they would appreciate having the City Council and City Planning Commission agendas forwarded to Mr. William Maitland. bbox=[25, 1153, 307, 1171]
page-header bbox=[0, 26, 1196, 46]
centered-heading: ORDINANCE NO. C-287-70 bbox=[1001, 139, 1095, 149]
paragraph: Letter read from the Groves Walker Unit No. 346 American Legion Auxiliary thanking the City for their contribution to their Girls' State Program last year. They state that the 1971 Girls' State will again be held on the campus of Eastern Michigan University June 13 through June 20, 1971 at a cost of $60.00 per girl. Applications will be opening December 1st 1970 and since this is on a first come, first serve basis, the money should be sent in as soon as possible after this date. bbox=[25, 581, 307, 633]
paragraph: Section 9.115 Application For Dog License. It shall be the duty of the owner of any dog, on or before April 1st, to file with the City Clerk an application for a license therefor, setting forth the full name and residence of the applicant, the breed, sex, age and color of the dog and such other information as is required under this Section. Said application shall be accompanied by a valid Certificate of Vaccination of the dog against rabies by a Certificate of Vaccination for Rabies with a vaccine licensed by the United States Department of Agriculture, signed by an accredited veterinarian, and the expiration date for which shall not be earlier than December 31st of the year for which the dog license is issued. bbox=[612, 408, 894, 476]
paragraph: This ordinance was introduced at a regular meeting of the Farmington Council on November 2, 1970 and was adopted and enacted at the next regular meeting of the Council on November 16, 1970 with immediate effect. bbox=[612, 593, 894, 619]
paragraph: CM-11-340-70 Motion by Seibert supported by Yoder to adopt and enact the following ordinance: bbox=[905, 122, 1191, 140]
paragraph: Motion carried, all ayes. bbox=[25, 338, 100, 347]
paragraph: The City Manager also stated that when a house is sold through the FHA, usually the FHA requests the City of Farmington Building Department to make an inspection. bbox=[25, 506, 307, 524]
paragraph: NOW, THEREFORE, BE IT RESOLVED THAT: bbox=[313, 382, 465, 392]
paragraph: Lots 368 through 375 Bel-Aire Hills Subdivision No. 2. bbox=[313, 651, 483, 661]
signature-line: Elizabeth Brines, City Clerk bbox=[802, 239, 894, 249]
subheading: CM-11-328-70 LETTER FROM CITY OF MADISON HEIGHTS AND CITY OF HAZEL PARK REGARDING FHA AND VA HOUSING INSPECTIONS bbox=[25, 388, 307, 406]
paragraph: (e) Provisions Restricting Possession of Drugs, Etc., Not Applicable to Common Carriers, Public Officers, Etc., While Engaged In Lawful Transportation Or Performance Of Duties Etc. bbox=[612, 1097, 894, 1124]
paragraph: 2: The City Council shall meet to review said special assessment roll on December 7, 1970 at 8:00 p.m. Eastern Standard Time at the City Hall in said City. bbox=[313, 1231, 605, 1250]
column-4-body bbox=[905, 56, 1191, 1335]
paragraph: Letter of resignation from George Vondrak, Director of Public Services effective December 7, 1970. Mr. Vondrak states he has another job opportunity in the northern part of the State that would be in the best interest of his family. Therefore, it is with regret that he is submitting his resignation as Director of Public Services for the City of Farmington. bbox=[25, 1035, 307, 1070]
paragraph: Any fraud, scheme, device, trick, deceit, misrepresentation, subterfuge or any other form of concealment for the purpose of obtaining money or any other thing of value by the sale, furnishing, supplying or giving away of any substance purporting to be a drug as defined in Act 343 of the Public Acts of Michigan of 1937, as amended, or any of the hypnotic or dangerous drugs prescribed in Act 206 of the Public Acts of Michigan of 1943, as amended, when the same may or may not be the same, shall be deemed a violation of this section. bbox=[612, 1046, 894, 1098]
paragraph: 3: The City Council determines that $20,000 of the cost thereof shall be defrayed by special assessment against the property benefited thereby and the balance of the cost shall be paid by the City, and determines that the assessments shall be made on a front foot basis. bbox=[313, 618, 605, 645]
paragraph: Mayor Brotherton on behalf of the Council and the City of Farmington thanked both Mr. Quinn and Mr. Hinger, and stated that it was his distinct pleasure to receive these new American flags. bbox=[25, 186, 307, 213]
paragraph: Councilman Seibert asked Chief Deadman if any more had been heard on the request made some time ago for a left turn signal light at Grand River and Nine Mile Road, and also Councilman Seibert said that some time ago, there was talk about creating a light at Grove and Grand River, and he wondered if anything had come of that request yet. bbox=[313, 996, 605, 1031]
paragraph: That the Farmington City Council sponsor a girl again this year to the Girls' State Program at Eastern Michigan University from June 13, 1971 to June 20, 1971 at a cost of $60.00. bbox=[25, 649, 307, 667]
paragraph: Motion carried, all ayes. bbox=[25, 1195, 100, 1205]
paragraph: City Manager Dinan stated the City has encountered a major health problem at the Bel-Aire Shopping Center that primarily involves the harboring of rodents and have not been able to completely exterminate them under present conditions in the rear of the Bel-Aire Shopping Center. bbox=[313, 164, 605, 199]
subheading: SECTION 5.101 BLOCKING OF STREETS OR HIGHWAYS PROHIBITED. bbox=[905, 424, 1160, 434]
paragraph: (a) Hypodermic Syringes, Needles, etc., Possession Prohibited, Exceptions. bbox=[612, 769, 842, 779]
subheading: CM-11-336-70 APPOINTMENT OF CITY MEMBER TO DISTRICT LIBRARY BOARD bbox=[313, 895, 605, 905]
paragraph: Section 9.112 License Required. It shall be unlawful for any person to own, possess or harbor any dog six (6) months old or over in the City of Farmington unless said dog is licensed as provided in this Chapter or to own, harbor or possess any dog six (6) months old or over that does not at all times wear a collar or harness with a suitable tag attached as herein provided. All dogs shall be immunized against rabies prior to the issuance of a license under this Section. bbox=[612, 307, 894, 359]
paragraph: (a) Brake equipment is required as follows: bbox=[905, 307, 1037, 317]
paragraph: 2: The City Council deems it necessary to acquire and construct drainage and paving and masonry wall. bbox=[313, 601, 605, 619]
paragraph: Ayes: Richardson, Seibert, Yoder, Allen, Brotherton bbox=[612, 214, 770, 224]
paragraph: Motion carried, all ayes. bbox=[905, 1240, 980, 1250]
paragraph: Letter from Rev. Richard Schussler, Christian Education Director, First Baptist Church, stating their young people are planning several activities during the Christmas Season, and would like permission to conduct these programs. On Monday December 21, 1970 they would like to conduct a Carol Sing in the Downtown Shopping Center from 4 p.m. to 4:45 p.m. and then at the Farmington Plaza from 5 p.m. to 5:45 p.m. bbox=[25, 758, 307, 801]
paragraph: Section 9.116 License Fees. For each license applied for, the applicant shall pay to the City Treasurer a license fee of Two ($2.00) Dollars for each dog. If such application has not been filed on or before the first day of April in the year for which the license is to be issued, the license fee shall be Seven ($7.00) Dollars for each dog. In case of loss, duplicates of any tags shall be issued by the City Clerk at the expense of the applicant. bbox=[612, 475, 894, 518]
paragraph: (3) Upon a roadway divided into 3 marked lanes for traffic under the rules applicable thereon. bbox=[905, 559, 1190, 569]
paragraph: No person shall at any time have or possess a hypodermic syringe or needle or any other instrument or implement adapted for the use of narcotic or dangerous drugs by subcutaneous injection or intravenous injection or any other manner or method of introduction and which is possessed for that purpose, unless such possession is authorized by the certificate of a licensed medical doctor or osteopathic physician issued within the period of one (1) year prior thereto; provided, that the prohibition contained in this section shall not apply to manufacturers, wholesalers, jobbers, licensed medical technicians, technologists, nurses, hospitals, research teaching institutions, clinical laboratories, medical doctors, osteopathic physicians, dentists, chiropodists, veterinarians, pharmacists and embalmers in the normal legal course of their respective business or profession, nor to persons suffering diabetes, asthma or any other medical condition requiring self injection. bbox=[612, 777, 894, 871]
paragraph: Ayes: Allen, Brotherton, Richardson, Seibert, Yoder bbox=[905, 1273, 1063, 1283]
signature-line: ELIZABETH BRINES, CITY CLERK bbox=[767, 626, 894, 636]
paragraph: This ordinance was introduced at a regular meeting of the Farmington City Council on November 2, 1970 was adopted and enacted at the next regular meeting on November 16, 1970 and will become effective ten days after publication. bbox=[905, 56, 1191, 81]
paragraph: RESOLUTION DECLARED ADOPTED November 16, 1970 bbox=[313, 870, 503, 880]
paragraph: CITY OFFICIALS PRESENT: City Manager Dinan, Clerk Brines, Attorney Kelley, Chief Deadman and Director Vondrak. bbox=[25, 102, 307, 121]
paragraph: A regular meeting of the Farmington City Council was held on November 16, 1970. Meeting called to order at 8:00 p.m. by Mayor Brotherton. bbox=[25, 77, 307, 95]
paragraph: Absent: None bbox=[25, 707, 67, 717]
paragraph: Nays: None bbox=[905, 1282, 942, 1292]
column-divider bbox=[608, 58, 609, 1848]
paragraph: Ayes: Allen, Brotherton, Richardson, Seibert, Yoder bbox=[25, 691, 183, 701]
paragraph: TAKE FURTHER NOTICE, that the City Council will meet at the Council Chambers in the City Hall on Monday, December 7, 1970 at 8:00 p.m. for the purpose of hearing all persons affected by said drainage, paving and masonry wall improvement. bbox=[313, 819, 605, 846]
page-label: Page 4A (F) bbox=[22, 28, 87, 42]
paragraph: Ayes: Seibert, Yoder, Allen, Brotherton, Richardson bbox=[313, 929, 471, 939]
column-divider bbox=[309, 58, 310, 1848]
paragraph: TAKE NOTICE THAT the City Council of the City of Farmington, Michigan, proposes to acquire and construct improvements consisting of drainage, paving and masonry wall at the Service Drive Bel-Aire Shopping Center from Leelane to Ten Mile Road. bbox=[313, 735, 605, 762]
header-rule bbox=[20, 48, 1190, 50]
paragraph: Motion by Richardson supported by Allen to grant permission to the First Baptist Church of Farmington to carry out their Christmas projects and that the locations and other details be worked out with the City Manager and the Director of Public Safety. bbox=[25, 892, 307, 919]
subheading: ZONING BOARD OF APPEALS MEETING NOVEMBER 4, 1970 bbox=[25, 312, 244, 322]
paragraph: (a) No person shall drive a vehicle onto or from any limited-access roadway except at such entrances and exits as are established by public authority. bbox=[905, 189, 1191, 207]
paragraph: The provisions of this section restricting the possession of hypodermic syringes, needles or other implements or instruments adapted to the use of such drugs by means of subcutaneous injection or intravenous injection or any other manner of method of introduction of empty gelatin capsules shall not apply to common carriers or warehousemen or their employees engaged in the lawful transportation or storage of such drugs, syringes, needles, or capsules or to public officers or their employees engaged in the performance of their official duties nor to temporary incidental possession on the part of employees or agents of persons lawfully entitled to possession thereof. bbox=[612, 1122, 894, 1191]
paragraph: Nays: None bbox=[25, 699, 62, 709]
paragraph: ORDINANCE DECLARED ADOPTED NOVEMBER 16, 1970 bbox=[612, 660, 810, 670]
paragraph: Motion by Allen supported by Richardson to accept the resignation of Mr. George Vondrak with regret, and to direct the City Manager to send a letter of commendation to Mr. Vondrak thanking him for the fine job he did as Director of Public Works. bbox=[25, 1069, 307, 1096]
subheading: SECTION 5.29 OVERTAKING AND PASSING ON RIGHT OF MOVING VEHICLES. bbox=[905, 475, 1191, 485]
paragraph: Motion by Seibert supported by Yoder to appoint Mr. James Ebel, attorney, to replace Mr. Albert Herzog Jr. to the Farmington District Library Board. bbox=[313, 904, 605, 922]
paragraph: Chief Deadman told him the County was still working on it, but as yet nothing has been done. bbox=[313, 1030, 599, 1040]
paragraph: Motion by Richardson supported by Allen to approve Claims and Accounts for November 16, 1970 as submitted General Fund $16,934.00 and Water & Sewer $1,657.23. bbox=[905, 1198, 1191, 1216]
paragraph: (b) No person shall drive a motor vehicle onto the premises of a drive-in restaurant and then from said premises without parking said motor vehicle and seeking service, unless there is no unoccupied parking space available on said premises. It is further the purpose of this section, to be presumed that the entry upon such premises by any pedestrian or any persons in the motor vehicle, without actually engaging in parking, or engaging in a business transaction shall constitute prima facie evidence of a violation of this section. bbox=[905, 962, 1191, 1014]
paragraph: This ordinance was introduced at a regular meeting of the Farmington City Council on November 2, 1970 and was adopted and enacted at the next regular meeting of the Council on November 16, 1970 and will become effective ten days after publication. bbox=[905, 693, 1191, 720]
paragraph: Service Drive Bel-Aire Shopping Center - Leelane to Ten Mile Rd. bbox=[313, 357, 517, 367]
paragraph: Motion carried, all ayes. bbox=[25, 304, 100, 314]
paragraph: It shall be unlawful for any person to sell, furnish, supply or give away to any person known to be a nonmedical habitual user of narcotic or dangerous drugs any article capable of use as a hypodermic syringe or needle or other instrument or implement adapted for the use of narcotic or dangerous drugs by subcutaneous injection or intravenous injection or any other manner or method of introduction. bbox=[612, 878, 894, 922]
paragraph: Mr. Quinn presented his flag on behalf of the family of James Nourjon and asked that it be flown over the City Hall. bbox=[25, 153, 307, 171]
paragraph: A motor vehicle shall not be operated on the public highways of this city unless it is equipped with a windshield of sufficient dimensions to protect the driver and occupants from insects, other airborne objects, and highway surface water and debris, when such motor vehicle is moved forward. When a motorcycle or a motor driven cycle operated on the public highways of this city in excess of 35 miles per hour is not equipped with a windshield, the operator shall wear goggles or transparent lenses or a transparent face shield or eye glasses, which goggles, eye glasses or face shield shall be shatter resistant material and of sufficient size to protect his eyes against insects, other airborne materials, and highway surface water and debris. bbox=[905, 349, 1191, 426]
